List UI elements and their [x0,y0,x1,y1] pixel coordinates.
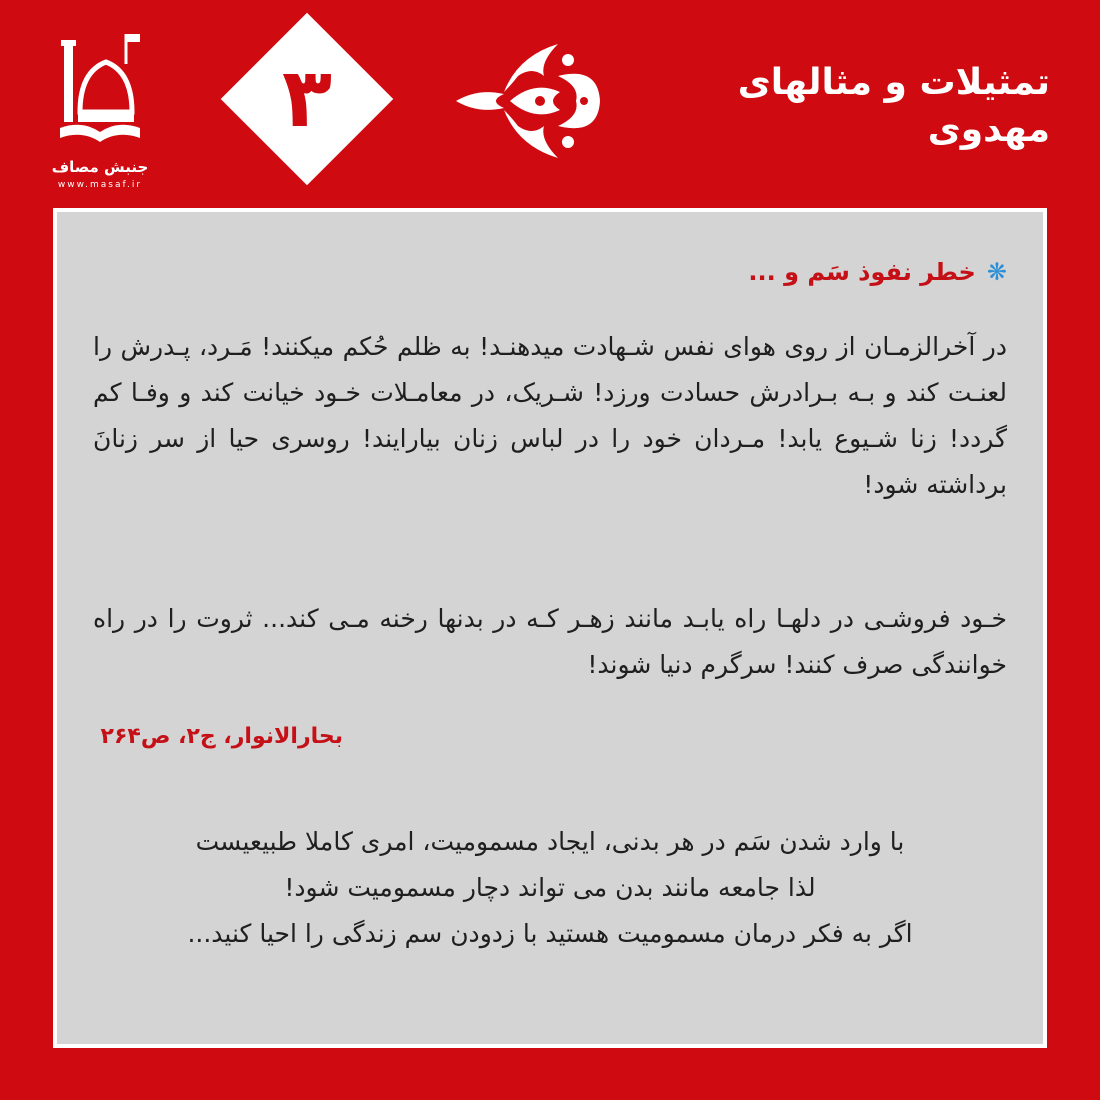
logo [30,28,170,188]
conclusion-line: اگر به فکر درمان مسمومیت هستید با زدودن سم زندگی را احیا کنید... [187,919,913,948]
paragraph-2: خـود فروشـی در دلهـا راه یابـد مانند زهـر کـه در بدنها رخنه مـی کند... ثروت را در راه خوانندگی صرف کنند! سرگرم دنیا شوند! [93,604,1007,679]
source-citation: بحارالانوار، ج۲، ص۲۶۴ [100,724,343,749]
conclusion-line: با وارد شدن سَم در هر بدنی، ایجاد مسمومیت، امری کاملا طبیعیست [195,827,905,856]
logo-url: www.masaf.ir [57,180,143,190]
series-title: تمثیلات و مثالهای مهدوی [737,62,1050,150]
conclusion-line: لذا جامعه مانند بدن می تواند دچار مسمومیت شود! [284,873,816,902]
content-panel [53,208,1047,1048]
article-heading: خطر نفوذ سَم و ... [748,258,976,286]
episode-number: ۳ [281,51,333,146]
heading-row [97,258,1007,292]
shrine-dome-icon [52,28,148,156]
logo-name: جنبش مصاف [51,158,149,176]
snowflake-bullet-icon: ❋ [986,258,1007,286]
arabesque-ornament-icon [448,36,608,166]
paragraph-1: در آخرالزمـان از روی هوای نفس شـهادت میدهنـد! به ظلم حُکم میکنند! مَـرد، پـدرش را لعنـت کند و بـه بـرادرش حسادت ورزد! شـریک، در معامـلات خـود خیانت کند و وفـا کم گردد! زنا شـیوع یابد! مـردان خود را در لباس زنان بیارایند! روسری حیا از سر زنانَ برداشته شود! [93,332,1007,499]
